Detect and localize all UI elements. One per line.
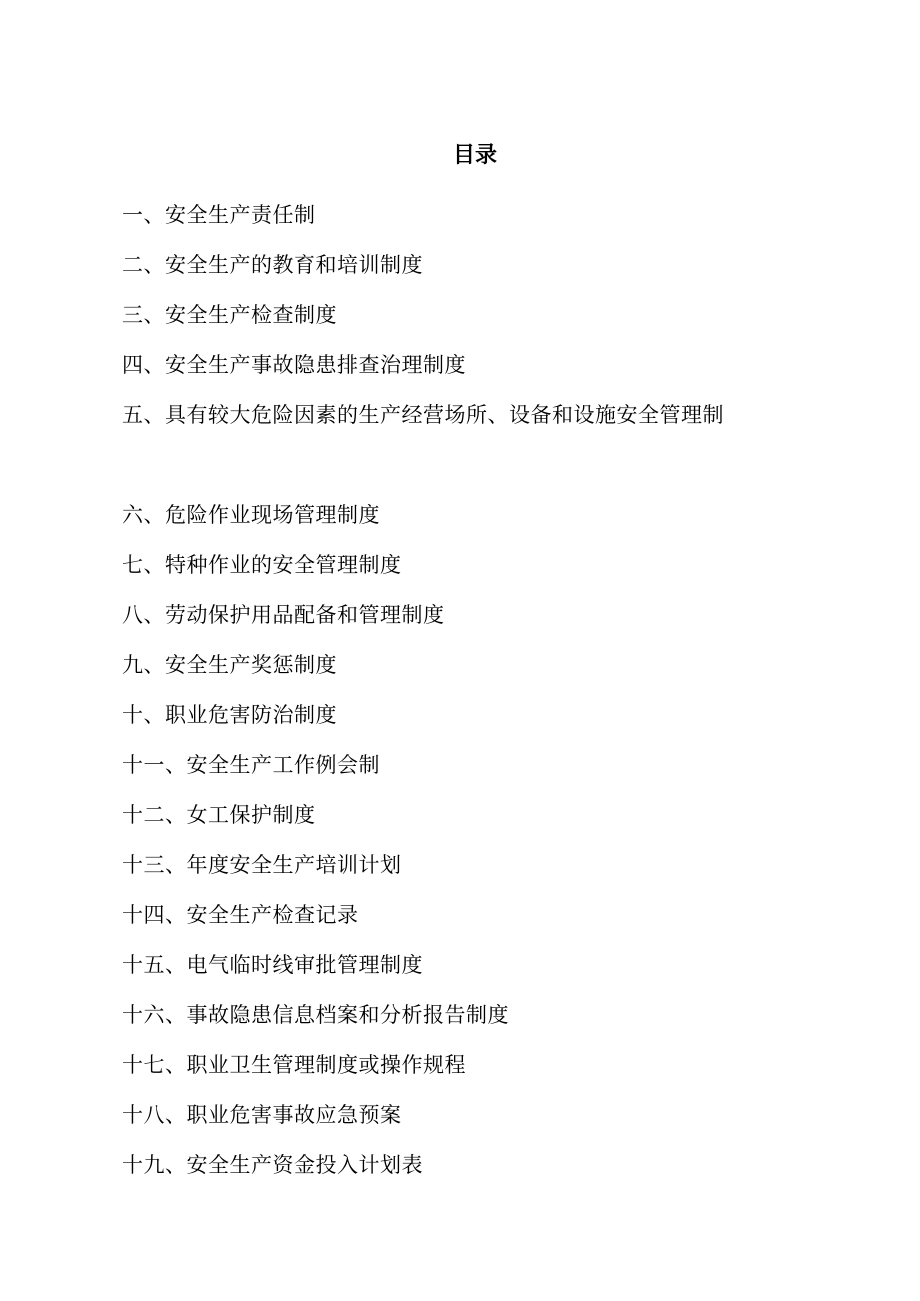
toc-item: 六、危险作业现场管理制度: [122, 503, 380, 527]
toc-list: [122, 190, 882, 1190]
toc-item: 十二、女工保护制度: [122, 803, 316, 827]
toc-item: 二、安全生产的教育和培训制度: [122, 253, 423, 277]
toc-item: 七、特种作业的安全管理制度: [122, 553, 402, 577]
toc-item: 五、具有较大危险因素的生产经营场所、设备和设施安全管理制: [122, 403, 724, 427]
toc-item: 十六、事故隐患信息档案和分析报告制度: [122, 1003, 509, 1027]
toc-title: 目录: [452, 143, 497, 168]
toc-item: 一、安全生产责任制: [122, 203, 316, 227]
toc-item: 十、职业危害防治制度: [122, 703, 337, 727]
toc-item: 十五、电气临时线审批管理制度: [122, 953, 423, 977]
toc-item: 十七、职业卫生管理制度或操作规程: [122, 1053, 466, 1077]
toc-item: 十四、安全生产检查记录: [122, 903, 359, 927]
toc-item: 九、安全生产奖惩制度: [122, 653, 337, 677]
toc-item: 八、劳动保护用品配备和管理制度: [122, 603, 445, 627]
toc-item: 十一、安全生产工作例会制: [122, 753, 380, 777]
toc-item: 四、安全生产事故隐患排查治理制度: [122, 353, 466, 377]
toc-item: 十八、职业危害事故应急预案: [122, 1103, 402, 1127]
toc-item: 十三、年度安全生产培训计划: [122, 853, 402, 877]
toc-item: 三、安全生产检查制度: [122, 303, 337, 327]
toc-item: 十九、安全生产资金投入计划表: [122, 1153, 423, 1177]
